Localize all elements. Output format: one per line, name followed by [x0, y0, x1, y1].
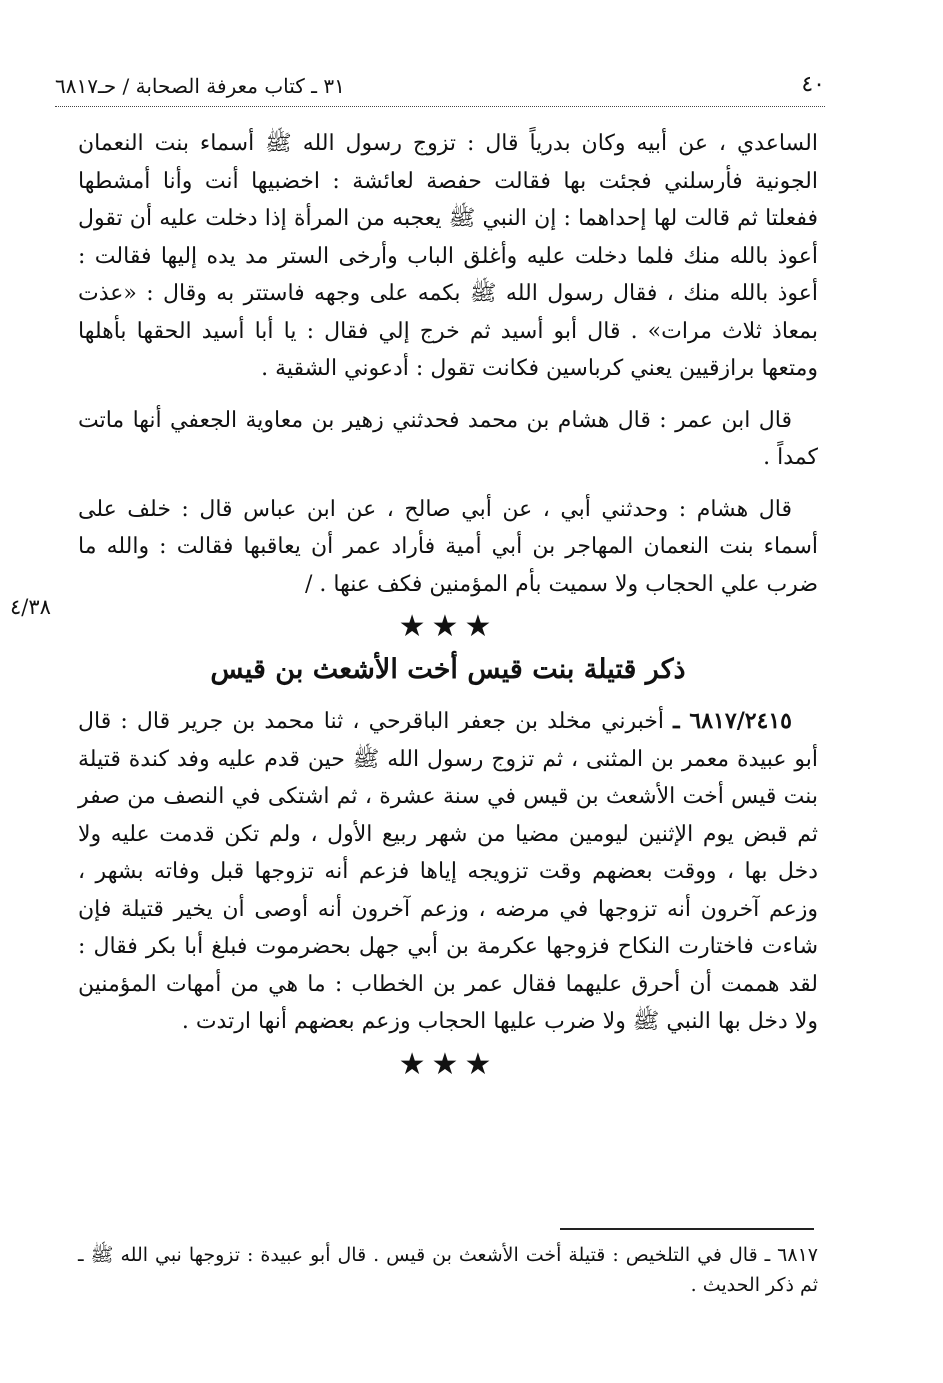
page-number: ٤٠ — [801, 72, 825, 97]
end-separator-stars: ★★★ — [398, 1046, 498, 1082]
hadith-text: أخبرني مخلد بن جعفر الباقرحي ، ثنا محمد بن جرير قال : قال أبو عبيدة معمر بن المثنى ، ثم تزوج رسول الله ﷺ حين قدم عليه وفد كندة قتيلة بنت قيس أخت الأشعث بن قيس في سنة عشرة ، ثم اشتكى في النصف من صفر ثم قبض يوم الإثنين ليومين مضيا من شهر ربيع الأول ، ولم تكن قدمت عليه ولا دخل بها ، ووقت بعضهم وقت تزويجه إياها فزعم أنه تزوجها قبل وفاته بشهر ، وزعم آخرون أنه تزوجها في مرضه ، وزعم آخرون أنه أوصى أن يخير قتيلة فإن شاءت فاختارت النكاح فزوجها عكرمة بن أبي جهل بحضرموت فبلغ أبا بكر فقال : لقد هممت أن أحرق عليهما فقال عمر بن الخطاب : ما هي من أمهات المؤمنين ولا دخل بها النبي ﷺ ولا ضرب عليها الحجاب وزعم بعضهم أنها ارتدت . — [78, 709, 818, 1034]
margin-volume-page-note: ٤/٣٨ — [10, 595, 51, 619]
hadith-number: ٦٨١٧/٢٤١٥ ـ — [673, 708, 792, 734]
paragraph-ibn-umar: قال ابن عمر : قال هشام بن محمد فحدثني زهير بن معاوية الجعفي أنها ماتت كمداً . — [78, 407, 818, 470]
running-title: ٣١ ـ كتاب معرفة الصحابة / حـ٦٨١٧ — [55, 74, 345, 98]
page-body — [78, 125, 818, 1086]
paragraph-hisham: قال هشام : وحدثني أبي ، عن أبي صالح ، عن ابن عباس قال : خلف على أسماء بنت النعمان المهاجر بن أبي أمية فأراد عمر أن يعاقبها فقالت : والله ما ضرب علي الحجاب ولا سميت بأم المؤمنين فكف عنها . / — [78, 496, 818, 597]
footnote: ٦٨١٧ ـ قال في التلخيص : قتيلة أخت الأشعث بن قيس . قال أبو عبيدة : تزوجها نبي الله ﷺ ـ ثم ذكر الحديث . — [78, 1244, 818, 1296]
footnote-rule — [560, 1228, 814, 1230]
hadith-paragraph — [78, 703, 818, 1041]
paragraph-asma-bint-numan: الساعدي ، عن أبيه وكان بدرياً قال : تزوج رسول الله ﷺ أسماء بنت النعمان الجونية فأرسلني فجئت بها فقالت حفصة لعائشة : اخضبيها أنت وأنا أمشطها ففعلتا ثم قالت لها إحداهما : إن النبي ﷺ يعجبه من المرأة إذا دخلت عليه أن تقول أعوذ بالله منك فلما دخلت عليه وأغلق الباب وأرخى الستر مد يده إليها فقالت : أعوذ بالله منك ، فقال رسول الله ﷺ بكمه على وجهه فاستتر به وقال : «عذت بمعاذ ثلاث مرات» . قال أبو أسيد ثم خرج إلي فقال : يا أبا أسيد الحقها بأهلها ومتعها برازقيين يعني كرباسين فكانت تقول : أدعوني الشقية . — [78, 131, 818, 381]
section-separator-stars: ★★★ — [398, 609, 498, 644]
running-header — [55, 72, 825, 107]
section-heading: ذكر قتيلة بنت قيس أخت الأشعث بن قيس — [210, 654, 686, 685]
